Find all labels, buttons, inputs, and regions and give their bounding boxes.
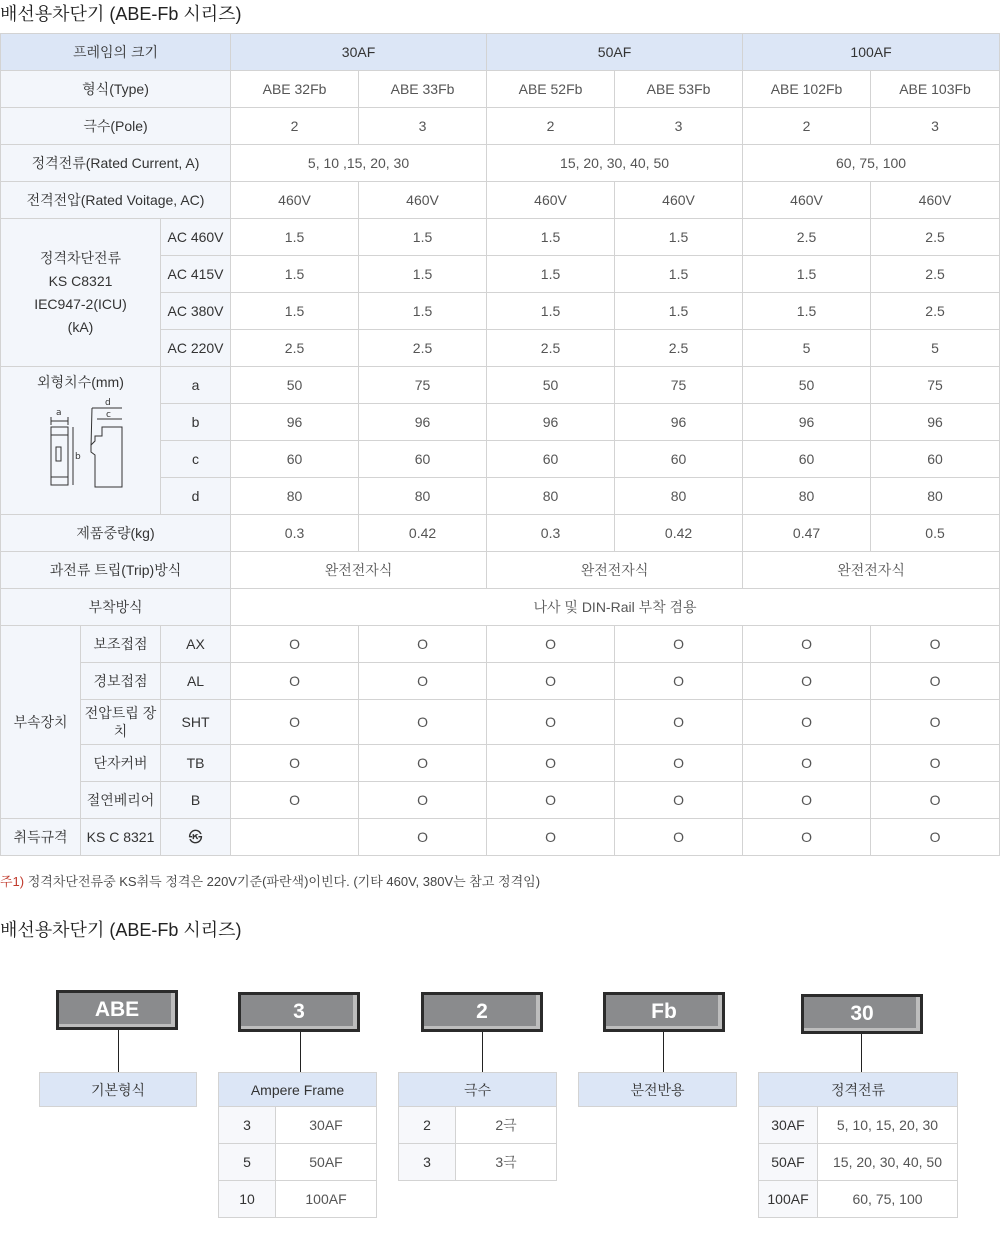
rated-current-header: 정격전류	[759, 1073, 958, 1107]
dimension-cell: 80	[487, 478, 615, 515]
breaking-cell: 1.5	[231, 256, 359, 293]
connector-line	[118, 1030, 119, 1072]
type-cell: ABE 52Fb	[487, 71, 615, 108]
dimension-label: b	[161, 404, 231, 441]
table-row	[1, 700, 1000, 745]
code-cell: 3	[219, 1107, 276, 1144]
breaking-capacity-header	[1, 219, 161, 367]
cert-cell: O	[359, 819, 487, 856]
connector-line	[482, 1032, 483, 1072]
accessory-cell: O	[231, 663, 359, 700]
weight-cell: 0.3	[487, 515, 615, 552]
accessory-cell: O	[487, 745, 615, 782]
cert-cell: O	[743, 819, 871, 856]
svg-text:c: c	[105, 410, 111, 420]
ampere-frame-table	[218, 1072, 377, 1218]
accessory-cell: O	[487, 626, 615, 663]
accessory-code: AX	[161, 626, 231, 663]
code-part-type: Fb	[603, 992, 725, 1032]
accessory-name: 보조접점	[81, 626, 161, 663]
trip-cell: 완전전자식	[743, 552, 1000, 589]
accessory-cell: O	[487, 782, 615, 819]
pole-cell: 2	[743, 108, 871, 145]
value-cell: 3극	[456, 1144, 557, 1181]
accessory-cell: O	[487, 700, 615, 745]
dimension-cell: 60	[871, 441, 1000, 478]
accessory-cell: O	[871, 626, 1000, 663]
current-cell: 60, 75, 100	[743, 145, 1000, 182]
table-row	[1, 589, 1000, 626]
footnote-marker: 주1)	[0, 874, 25, 889]
dimension-cell: 80	[615, 478, 743, 515]
pole-table	[398, 1072, 557, 1181]
dimension-cell: 75	[871, 367, 1000, 404]
dimension-cell: 60	[743, 441, 871, 478]
accessory-cell: O	[743, 626, 871, 663]
accessory-name: 경보접점	[81, 663, 161, 700]
breaking-cell: 2.5	[615, 330, 743, 367]
spec-table	[0, 33, 1000, 856]
weight-cell: 0.3	[231, 515, 359, 552]
connector-line	[663, 1032, 664, 1072]
table-row	[1, 145, 1000, 182]
weight-cell: 0.5	[871, 515, 1000, 552]
svg-text:b: b	[74, 452, 81, 462]
type-cell: ABE 53Fb	[615, 71, 743, 108]
dimension-cell: 96	[871, 404, 1000, 441]
weight-cell: 0.47	[743, 515, 871, 552]
code-cell: 2	[399, 1107, 456, 1144]
accessory-cell: O	[359, 626, 487, 663]
voltage-cell: 460V	[487, 182, 615, 219]
accessory-cell: O	[615, 700, 743, 745]
breaking-cell: 2.5	[871, 219, 1000, 256]
cert-cell: O	[871, 819, 1000, 856]
breaking-cell: 2.5	[487, 330, 615, 367]
trip-cell: 완전전자식	[487, 552, 743, 589]
code-part-frame: 3	[238, 992, 360, 1032]
breaking-cell: 1.5	[359, 219, 487, 256]
accessory-cell: O	[615, 745, 743, 782]
breaking-cell: 1.5	[743, 293, 871, 330]
table-row	[1, 367, 1000, 404]
breaking-cell: 1.5	[743, 256, 871, 293]
weight-cell: 0.42	[615, 515, 743, 552]
table-row	[1, 219, 1000, 256]
dimension-cell: 80	[231, 478, 359, 515]
voltage-label: AC 415V	[161, 256, 231, 293]
dimension-cell: 60	[359, 441, 487, 478]
type-cell: ABE 103Fb	[871, 71, 1000, 108]
table-row	[1, 108, 1000, 145]
voltage-label: AC 460V	[161, 219, 231, 256]
dimension-cell: 80	[871, 478, 1000, 515]
table-row	[1, 71, 1000, 108]
breaking-cell: 1.5	[615, 293, 743, 330]
voltage-cell: 460V	[231, 182, 359, 219]
breaking-cell: 1.5	[359, 293, 487, 330]
dimension-cell: 60	[615, 441, 743, 478]
accessory-cell: O	[359, 782, 487, 819]
table-row	[1, 663, 1000, 700]
code-cell: 30AF	[759, 1107, 818, 1144]
code-cell: 10	[219, 1181, 276, 1218]
accessory-code: B	[161, 782, 231, 819]
table-row	[1, 182, 1000, 219]
svg-text:d: d	[104, 398, 111, 408]
value-cell: 15, 20, 30, 40, 50	[818, 1144, 958, 1181]
voltage-label: AC 380V	[161, 293, 231, 330]
breaking-cell: 2.5	[359, 330, 487, 367]
footnote	[0, 871, 540, 890]
breaking-cell: 5	[743, 330, 871, 367]
dimension-cell: 60	[487, 441, 615, 478]
current-cell: 5, 10 ,15, 20, 30	[231, 145, 487, 182]
accessory-cell: O	[871, 663, 1000, 700]
code-part-series: ABE	[56, 990, 178, 1030]
type-cell: ABE 102Fb	[743, 71, 871, 108]
code-cell: 100AF	[759, 1181, 818, 1218]
footnote-text: 정격차단전류중 KS취득 정격은 220V기준(파란색)이빈다. (기타 460V, 380V는 참고 정격임)	[24, 874, 541, 889]
accessory-cell: O	[871, 700, 1000, 745]
ampere-frame-header: Ampere Frame	[219, 1073, 377, 1107]
value-cell: 50AF	[276, 1144, 377, 1181]
dimension-cell: 96	[231, 404, 359, 441]
accessory-cell: O	[231, 782, 359, 819]
breaking-cell: 1.5	[487, 293, 615, 330]
breaking-cell: 1.5	[615, 219, 743, 256]
voltage-label: AC 220V	[161, 330, 231, 367]
header-line: (kA)	[67, 318, 94, 335]
voltage-cell: 460V	[359, 182, 487, 219]
code-cell: 3	[399, 1144, 456, 1181]
connector-line	[861, 1034, 862, 1072]
table-row	[1, 552, 1000, 589]
row-header: 과전류 트립(Trip)방식	[1, 552, 231, 589]
value-cell: 30AF	[276, 1107, 377, 1144]
dimension-cell: 96	[359, 404, 487, 441]
voltage-cell: 460V	[871, 182, 1000, 219]
code-cell: 5	[219, 1144, 276, 1181]
mount-cell: 나사 및 DIN-Rail 부착 겸용	[231, 589, 1000, 626]
row-header: 형식(Type)	[1, 71, 231, 108]
pole-cell: 2	[231, 108, 359, 145]
pole-cell: 2	[487, 108, 615, 145]
value-cell: 5, 10, 15, 20, 30	[818, 1107, 958, 1144]
code-cell: 50AF	[759, 1144, 818, 1181]
accessory-cell: O	[359, 663, 487, 700]
dimension-cell: 75	[615, 367, 743, 404]
dimension-cell: 96	[743, 404, 871, 441]
cert-standard: KS C 8321	[81, 819, 161, 856]
page-title: 배선용차단기 (ABE-Fb 시리즈)	[0, 4, 242, 24]
accessory-cell: O	[743, 782, 871, 819]
basic-type-label: 기본형식	[40, 1073, 197, 1107]
breaking-cell: 2.5	[871, 256, 1000, 293]
cert-cell: O	[615, 819, 743, 856]
accessory-code: TB	[161, 745, 231, 782]
row-header: 제품중량(kg)	[1, 515, 231, 552]
pole-cell: 3	[359, 108, 487, 145]
connector-line	[300, 1032, 301, 1072]
breaking-cell: 1.5	[487, 256, 615, 293]
accessory-cell: O	[743, 663, 871, 700]
row-header: 정격전류(Rated Current, A)	[1, 145, 231, 182]
pole-cell: 3	[871, 108, 1000, 145]
dimension-cell: 75	[359, 367, 487, 404]
dimension-cell: 60	[231, 441, 359, 478]
value-cell: 2극	[456, 1107, 557, 1144]
accessory-cell: O	[231, 700, 359, 745]
value-cell: 60, 75, 100	[818, 1181, 958, 1218]
dimension-label: c	[161, 441, 231, 478]
accessory-code: SHT	[161, 700, 231, 745]
accessory-cell: O	[871, 782, 1000, 819]
breaking-cell: 1.5	[231, 293, 359, 330]
distribution-label: 분전반용	[579, 1073, 737, 1107]
dimension-cell: 50	[231, 367, 359, 404]
voltage-cell: 460V	[615, 182, 743, 219]
breaking-cell: 1.5	[615, 256, 743, 293]
table-row	[1, 819, 1000, 856]
breaking-cell: 2.5	[743, 219, 871, 256]
accessory-cell: O	[615, 782, 743, 819]
table-row	[1, 745, 1000, 782]
accessory-name: 절연베리어	[81, 782, 161, 819]
accessory-cell: O	[359, 700, 487, 745]
breaking-cell: 5	[871, 330, 1000, 367]
cert-cell: O	[487, 819, 615, 856]
breaking-cell: 1.5	[231, 219, 359, 256]
dimension-label: d	[161, 478, 231, 515]
frame-header: 50AF	[487, 34, 743, 71]
dimension-cell: 80	[743, 478, 871, 515]
dimension-cell: 50	[743, 367, 871, 404]
dimension-drawing-icon	[36, 397, 126, 493]
accessory-cell: O	[615, 663, 743, 700]
table-row	[1, 626, 1000, 663]
accessory-name: 단자커버	[81, 745, 161, 782]
dimension-label: a	[161, 367, 231, 404]
accessory-cell: O	[871, 745, 1000, 782]
header-line: 정격차단전류	[39, 249, 122, 266]
rated-current-table	[758, 1072, 958, 1218]
accessory-cell: O	[231, 745, 359, 782]
accessory-cell: O	[359, 745, 487, 782]
trip-cell: 완전전자식	[231, 552, 487, 589]
frame-header: 30AF	[231, 34, 487, 71]
distribution-table	[578, 1072, 737, 1107]
accessory-code: AL	[161, 663, 231, 700]
pole-cell: 3	[615, 108, 743, 145]
row-header: 부착방식	[1, 589, 231, 626]
accessory-cell: O	[743, 700, 871, 745]
dimension-cell: 50	[487, 367, 615, 404]
table-row	[1, 515, 1000, 552]
frame-header: 100AF	[743, 34, 1000, 71]
table-row	[1, 782, 1000, 819]
row-header: 극수(Pole)	[1, 108, 231, 145]
accessory-cell: O	[615, 626, 743, 663]
dimensions-header	[1, 367, 161, 515]
weight-cell: 0.42	[359, 515, 487, 552]
voltage-cell: 460V	[743, 182, 871, 219]
value-cell: 100AF	[276, 1181, 377, 1218]
header-line: IEC947-2(ICU)	[34, 295, 127, 312]
row-header: 프레임의 크기	[1, 34, 231, 71]
dimension-cell: 96	[615, 404, 743, 441]
header-line: KS C8321	[48, 272, 113, 289]
dimensions-label: 외형치수(mm)	[37, 374, 124, 390]
breaking-cell: 1.5	[487, 219, 615, 256]
section-title: 배선용차단기 (ABE-Fb 시리즈)	[0, 920, 242, 940]
table-row	[1, 34, 1000, 71]
code-part-current: 30	[801, 994, 923, 1034]
ks-mark-icon: ㉿	[161, 819, 231, 856]
type-cell: ABE 33Fb	[359, 71, 487, 108]
accessory-name: 전압트립 장치	[81, 700, 161, 745]
basic-type-table	[39, 1072, 197, 1107]
cert-cell	[231, 819, 359, 856]
cert-header: 취득규격	[1, 819, 81, 856]
current-cell: 15, 20, 30, 40, 50	[487, 145, 743, 182]
accessory-cell: O	[487, 663, 615, 700]
dimension-cell: 96	[487, 404, 615, 441]
breaking-cell: 1.5	[359, 256, 487, 293]
accessory-cell: O	[231, 626, 359, 663]
row-header: 전격전압(Rated Voitage, AC)	[1, 182, 231, 219]
accessory-cell: O	[743, 745, 871, 782]
code-part-pole: 2	[421, 992, 543, 1032]
dimension-cell: 80	[359, 478, 487, 515]
breaking-cell: 2.5	[871, 293, 1000, 330]
breaking-cell: 2.5	[231, 330, 359, 367]
pole-header: 극수	[399, 1073, 557, 1107]
accessories-header: 부속장치	[1, 626, 81, 819]
svg-text:a: a	[55, 408, 62, 418]
type-cell: ABE 32Fb	[231, 71, 359, 108]
